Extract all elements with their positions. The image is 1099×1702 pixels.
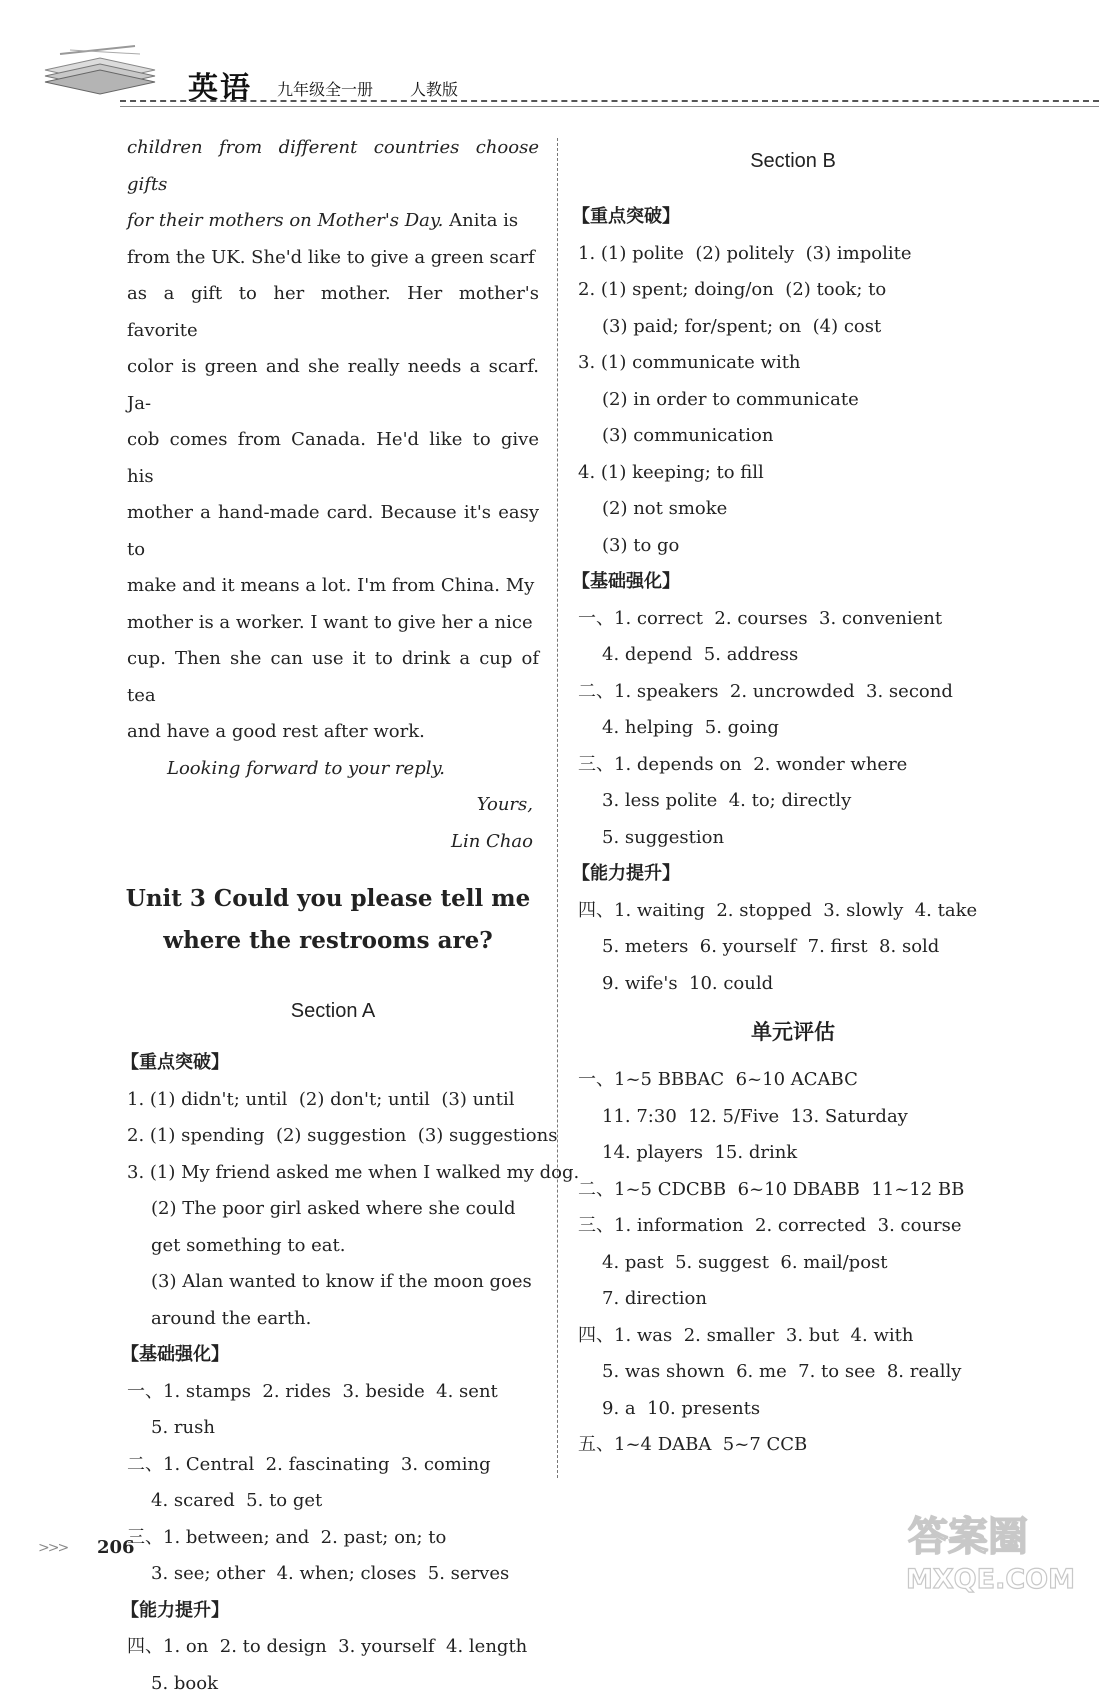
answer-line: (3) paid; for/spent; on (4) cost — [578, 309, 1008, 346]
answer-line: 9. a 10. presents — [578, 1391, 1008, 1428]
answer-line: (3) to go — [578, 528, 1008, 565]
answer-line: 5. book — [127, 1666, 539, 1702]
answer-line: 四、1. waiting 2. stopped 3. slowly 4. take — [578, 893, 1008, 930]
answer-line: 5. was shown 6. me 7. to see 8. really — [578, 1354, 1008, 1391]
answer-line: 4. scared 5. to get — [127, 1483, 539, 1520]
page-header — [0, 0, 1099, 110]
section-b-heading-basics: 【基础强化】 — [572, 564, 1008, 601]
letter-line: for their mothers on Mother's Day. Anita is — [127, 203, 539, 240]
answer-line: 4. past 5. suggest 6. mail/post — [578, 1245, 1008, 1282]
header-grade: 九年级全一册 — [277, 77, 373, 100]
section-a-title: Section A — [127, 1000, 539, 1023]
letter-line: children from different countries choose gifts — [127, 130, 539, 203]
section-a-heading-basics: 【基础强化】 — [121, 1337, 539, 1374]
answer-line: (2) not smoke — [578, 491, 1008, 528]
answer-line: 一、1. stamps 2. rides 3. beside 4. sent — [127, 1374, 539, 1411]
answer-line: 三、1. information 2. corrected 3. course — [578, 1208, 1008, 1245]
answer-line: 5. rush — [127, 1410, 539, 1447]
letter-line: color is green and she really needs a scarf. Ja- — [127, 349, 539, 422]
letter-line: mother a hand-made card. Because it's easy to — [127, 495, 539, 568]
answer-line: 9. wife's 10. could — [578, 966, 1008, 1003]
letter-line: cob comes from Canada. He'd like to give his — [127, 422, 539, 495]
answer-line: 4. helping 5. going — [578, 710, 1008, 747]
books-logo-icon — [40, 40, 160, 100]
letter-line: from the UK. She'd like to give a green scarf — [127, 240, 539, 277]
answer-line: 3. (1) My friend asked me when I walked my dog. — [127, 1155, 539, 1192]
watermark-logo — [900, 1500, 1085, 1595]
section-b-heading-advanced: 【能力提升】 — [572, 856, 1008, 893]
answer-line: 7. direction — [578, 1281, 1008, 1318]
letter-line: as a gift to her mother. Her mother's favorite — [127, 276, 539, 349]
answer-line: 14. players 15. drink — [578, 1135, 1008, 1172]
section-a-heading-advanced: 【能力提升】 — [121, 1593, 539, 1630]
answer-line: 4. depend 5. address — [578, 637, 1008, 674]
answer-line: 三、1. between; and 2. past; on; to — [127, 1520, 539, 1557]
answer-line: (2) in order to communicate — [578, 382, 1008, 419]
letter-line: cup. Then she can use it to drink a cup of tea — [127, 641, 539, 714]
answer-line: 3. see; other 4. when; closes 5. serves — [127, 1556, 539, 1593]
section-b-title: Section B — [578, 150, 1008, 173]
footer-arrows-icon: >>> — [38, 1540, 67, 1556]
letter-line: mother is a worker. I want to give her a nice — [127, 605, 539, 642]
header-rule-dashed — [120, 100, 1099, 102]
letter-signature: Lin Chao — [127, 824, 539, 861]
unit-evaluation-title: 单元评估 — [578, 1010, 1008, 1054]
right-column — [578, 150, 1008, 1464]
header-title: 英语 — [188, 63, 252, 107]
answer-line: 四、1. on 2. to design 3. yourself 4. length — [127, 1629, 539, 1666]
answer-line: 3. less polite 4. to; directly — [578, 783, 1008, 820]
letter-closing: Looking forward to your reply. — [127, 751, 539, 788]
answer-line: 二、1. Central 2. fascinating 3. coming — [127, 1447, 539, 1484]
answer-line: 一、1~5 BBBAC 6~10 ACABC — [578, 1062, 1008, 1099]
answer-line: 2. (1) spent; doing/on (2) took; to — [578, 272, 1008, 309]
watermark-text-top: 答案圈 — [908, 1514, 1028, 1560]
answer-line: 三、1. depends on 2. wonder where — [578, 747, 1008, 784]
unit-title-line2: where the restrooms are? — [117, 920, 539, 962]
answer-line: 3. (1) communicate with — [578, 345, 1008, 382]
answer-line: 11. 7:30 12. 5/Five 13. Saturday — [578, 1099, 1008, 1136]
section-b-heading-key-points: 【重点突破】 — [572, 199, 1008, 236]
letter-line: and have a good rest after work. — [127, 714, 539, 751]
answer-line: (3) communication — [578, 418, 1008, 455]
unit-title-line1: Unit 3 Could you please tell me — [117, 878, 539, 920]
column-divider — [557, 138, 558, 1478]
answer-line: 1. (1) polite (2) politely (3) impolite — [578, 236, 1008, 273]
letter-line: make and it means a lot. I'm from China. My — [127, 568, 539, 605]
watermark-text-bottom: MXQE.COM — [906, 1564, 1075, 1595]
answer-line: 2. (1) spending (2) suggestion (3) suggestions — [127, 1118, 539, 1155]
answer-line: 四、1. was 2. smaller 3. but 4. with — [578, 1318, 1008, 1355]
answer-line: (3) Alan wanted to know if the moon goes around the earth. — [127, 1264, 539, 1337]
page-number: 206 — [97, 1537, 135, 1558]
header-rule-solid — [120, 106, 1099, 107]
unit-title — [117, 878, 539, 962]
letter-yours: Yours, — [127, 787, 539, 824]
answer-line: 二、1. speakers 2. uncrowded 3. second — [578, 674, 1008, 711]
answer-line: 1. (1) didn't; until (2) don't; until (3) until — [127, 1082, 539, 1119]
answer-line: 五、1~4 DABA 5~7 CCB — [578, 1427, 1008, 1464]
answer-line: 二、1~5 CDCBB 6~10 DBABB 11~12 BB — [578, 1172, 1008, 1209]
left-column — [127, 130, 539, 1702]
answer-line: 一、1. correct 2. courses 3. convenient — [578, 601, 1008, 638]
section-a-heading-key-points: 【重点突破】 — [121, 1045, 539, 1082]
letter-text — [127, 130, 539, 860]
answer-line: 5. meters 6. yourself 7. first 8. sold — [578, 929, 1008, 966]
answer-line: 5. suggestion — [578, 820, 1008, 857]
answer-line: (2) The poor girl asked where she could get something to eat. — [127, 1191, 539, 1264]
answer-line: 4. (1) keeping; to fill — [578, 455, 1008, 492]
header-publisher: 人教版 — [410, 77, 458, 100]
